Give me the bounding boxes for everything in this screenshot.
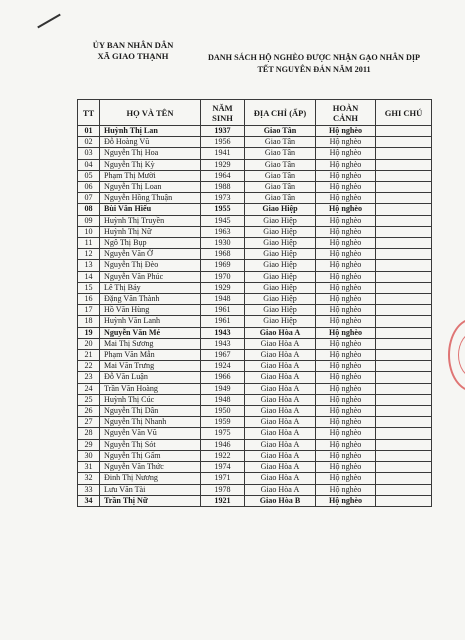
- cell-note: [376, 249, 432, 260]
- cell-note: [376, 238, 432, 249]
- cell-birth-year: 1971: [201, 473, 245, 484]
- cell-row-number: 32: [78, 473, 100, 484]
- table-row: [78, 383, 432, 394]
- cell-full-name: Phạm Thị Mười: [100, 170, 201, 181]
- table-row: [78, 338, 432, 349]
- cell-note: [376, 484, 432, 495]
- cell-hamlet-address: Giao Tân: [245, 137, 316, 148]
- cell-circumstance: Hộ nghèo: [316, 137, 376, 148]
- cell-row-number: 15: [78, 282, 100, 293]
- cell-full-name: Nguyễn Thị Nhanh: [100, 417, 201, 428]
- cell-circumstance: Hộ nghèo: [316, 126, 376, 137]
- cell-note: [376, 282, 432, 293]
- cell-full-name: Hồ Văn Hùng: [100, 305, 201, 316]
- title-line-1: DANH SÁCH HỘ NGHÈO ĐƯỢC NHẬN GẠO NHÂN DỊP: [207, 53, 421, 62]
- cell-hamlet-address: Giao Hòa B: [245, 495, 316, 506]
- cell-note: [376, 439, 432, 450]
- cell-hamlet-address: Giao Hiệp: [245, 238, 316, 249]
- cell-row-number: 10: [78, 226, 100, 237]
- cell-full-name: Nguyễn Thị Đèo: [100, 260, 201, 271]
- cell-hamlet-address: Giao Hòa A: [245, 327, 316, 338]
- issuing-organization: [74, 40, 192, 62]
- table-row: [78, 226, 432, 237]
- cell-full-name: Huỳnh Thị Nữ: [100, 226, 201, 237]
- cell-circumstance: Hộ nghèo: [316, 294, 376, 305]
- cell-birth-year: 1937: [201, 126, 245, 137]
- cell-note: [376, 372, 432, 383]
- cell-note: [376, 462, 432, 473]
- cell-row-number: 05: [78, 170, 100, 181]
- table-row: [78, 439, 432, 450]
- cell-birth-year: 1948: [201, 294, 245, 305]
- cell-full-name: Nguyễn Hồng Thuận: [100, 193, 201, 204]
- table-row: [78, 406, 432, 417]
- cell-row-number: 08: [78, 204, 100, 215]
- cell-note: [376, 361, 432, 372]
- table-body: [78, 126, 432, 507]
- cell-hamlet-address: Giao Hiệp: [245, 305, 316, 316]
- cell-full-name: Trần Thị Nữ: [100, 495, 201, 506]
- cell-full-name: Nguyễn Thị Hoa: [100, 148, 201, 159]
- cell-row-number: 09: [78, 215, 100, 226]
- cell-birth-year: 1946: [201, 439, 245, 450]
- cell-full-name: Huỳnh Thị Truyền: [100, 215, 201, 226]
- table-row: [78, 305, 432, 316]
- cell-birth-year: 1945: [201, 215, 245, 226]
- cell-circumstance: Hộ nghèo: [316, 148, 376, 159]
- cell-hamlet-address: Giao Tân: [245, 170, 316, 181]
- cell-circumstance: Hộ nghèo: [316, 316, 376, 327]
- cell-note: [376, 159, 432, 170]
- cell-birth-year: 1969: [201, 260, 245, 271]
- org-line-2: XÃ GIAO THẠNH: [97, 51, 169, 61]
- cell-note: [376, 338, 432, 349]
- cell-note: [376, 193, 432, 204]
- col-header-address: ĐỊA CHỈ (ẤP): [245, 100, 316, 126]
- cell-note: [376, 450, 432, 461]
- cell-row-number: 30: [78, 450, 100, 461]
- cell-circumstance: Hộ nghèo: [316, 394, 376, 405]
- cell-hamlet-address: Giao Hòa A: [245, 338, 316, 349]
- table-row: [78, 327, 432, 338]
- cell-birth-year: 1941: [201, 148, 245, 159]
- cell-full-name: Đỗ Văn Luận: [100, 372, 201, 383]
- cell-circumstance: Hộ nghèo: [316, 260, 376, 271]
- cell-note: [376, 294, 432, 305]
- cell-hamlet-address: Giao Hiệp: [245, 316, 316, 327]
- cell-note: [376, 350, 432, 361]
- cell-full-name: Đỗ Hoàng Vũ: [100, 137, 201, 148]
- cell-circumstance: Hộ nghèo: [316, 215, 376, 226]
- table-row: [78, 495, 432, 506]
- table-row: [78, 215, 432, 226]
- cell-birth-year: 1955: [201, 204, 245, 215]
- cell-birth-year: 1974: [201, 462, 245, 473]
- cell-row-number: 02: [78, 137, 100, 148]
- cell-hamlet-address: Giao Hòa A: [245, 428, 316, 439]
- col-header-case-line-2: CẢNH: [332, 112, 359, 123]
- table-row: [78, 238, 432, 249]
- cell-circumstance: Hộ nghèo: [316, 406, 376, 417]
- cell-row-number: 04: [78, 159, 100, 170]
- cell-full-name: Đặng Văn Thành: [100, 294, 201, 305]
- table-row: [78, 350, 432, 361]
- cell-circumstance: Hộ nghèo: [316, 249, 376, 260]
- cell-row-number: 25: [78, 394, 100, 405]
- cell-hamlet-address: Giao Hòa A: [245, 361, 316, 372]
- table-row: [78, 148, 432, 159]
- cell-circumstance: Hộ nghèo: [316, 383, 376, 394]
- cell-circumstance: Hộ nghèo: [316, 238, 376, 249]
- table-header-row: [78, 100, 432, 126]
- cell-row-number: 26: [78, 406, 100, 417]
- cell-circumstance: Hộ nghèo: [316, 372, 376, 383]
- col-header-circumstance: [316, 100, 376, 126]
- org-line-1: ỦY BAN NHÂN DÂN: [92, 40, 174, 50]
- table-row: [78, 450, 432, 461]
- cell-hamlet-address: Giao Hòa A: [245, 473, 316, 484]
- cell-full-name: Nguyễn Thị Kỳ: [100, 159, 201, 170]
- cell-birth-year: 1959: [201, 417, 245, 428]
- cell-full-name: Phạm Văn Mẫn: [100, 350, 201, 361]
- cell-birth-year: 1961: [201, 316, 245, 327]
- cell-full-name: Mai Thị Sương: [100, 338, 201, 349]
- cell-note: [376, 137, 432, 148]
- cell-note: [376, 182, 432, 193]
- cell-circumstance: Hộ nghèo: [316, 327, 376, 338]
- cell-circumstance: Hộ nghèo: [316, 428, 376, 439]
- cell-full-name: Nguyễn Thị Loan: [100, 182, 201, 193]
- cell-birth-year: 1975: [201, 428, 245, 439]
- cell-row-number: 27: [78, 417, 100, 428]
- cell-hamlet-address: Giao Tân: [245, 193, 316, 204]
- cell-full-name: Nguyễn Văn Phúc: [100, 271, 201, 282]
- cell-birth-year: 1929: [201, 282, 245, 293]
- cell-circumstance: Hộ nghèo: [316, 338, 376, 349]
- col-header-name: HỌ VÀ TÊN: [100, 100, 201, 126]
- cell-full-name: Bùi Văn Hiếu: [100, 204, 201, 215]
- cell-hamlet-address: Giao Hòa A: [245, 372, 316, 383]
- cell-row-number: 13: [78, 260, 100, 271]
- cell-hamlet-address: Giao Hòa A: [245, 383, 316, 394]
- cell-row-number: 01: [78, 126, 100, 137]
- cell-hamlet-address: Giao Hiệp: [245, 204, 316, 215]
- cell-row-number: 21: [78, 350, 100, 361]
- cell-circumstance: Hộ nghèo: [316, 473, 376, 484]
- cell-full-name: Đinh Thị Nương: [100, 473, 201, 484]
- cell-note: [376, 327, 432, 338]
- cell-row-number: 12: [78, 249, 100, 260]
- red-seal-stamp: [448, 318, 465, 392]
- table-row: [78, 294, 432, 305]
- cell-circumstance: Hộ nghèo: [316, 350, 376, 361]
- col-header-year-line-1: NĂM: [212, 102, 233, 113]
- cell-hamlet-address: Giao Hiệp: [245, 282, 316, 293]
- cell-birth-year: 1963: [201, 226, 245, 237]
- cell-full-name: Huỳnh Thị Lan: [100, 126, 201, 137]
- cell-note: [376, 148, 432, 159]
- table-row: [78, 204, 432, 215]
- cell-circumstance: Hộ nghèo: [316, 193, 376, 204]
- cell-full-name: Nguyễn Thị Gấm: [100, 450, 201, 461]
- cell-circumstance: Hộ nghèo: [316, 204, 376, 215]
- cell-note: [376, 428, 432, 439]
- cell-note: [376, 204, 432, 215]
- cell-full-name: Nguyễn Thị Sót: [100, 439, 201, 450]
- cell-birth-year: 1970: [201, 271, 245, 282]
- cell-hamlet-address: Giao Hòa A: [245, 450, 316, 461]
- cell-row-number: 22: [78, 361, 100, 372]
- cell-circumstance: Hộ nghèo: [316, 417, 376, 428]
- cell-birth-year: 1949: [201, 383, 245, 394]
- cell-circumstance: Hộ nghèo: [316, 226, 376, 237]
- cell-note: [376, 316, 432, 327]
- cell-hamlet-address: Giao Tân: [245, 182, 316, 193]
- cell-note: [376, 394, 432, 405]
- cell-hamlet-address: Giao Hiệp: [245, 215, 316, 226]
- cell-full-name: Ngô Thị Bụp: [100, 238, 201, 249]
- cell-full-name: Nguyễn Văn Thức: [100, 462, 201, 473]
- cell-hamlet-address: Giao Hiệp: [245, 249, 316, 260]
- cell-circumstance: Hộ nghèo: [316, 282, 376, 293]
- pen-mark: [37, 14, 61, 29]
- cell-row-number: 07: [78, 193, 100, 204]
- cell-row-number: 23: [78, 372, 100, 383]
- cell-birth-year: 1967: [201, 350, 245, 361]
- cell-hamlet-address: Giao Hòa A: [245, 439, 316, 450]
- table-row: [78, 417, 432, 428]
- cell-row-number: 29: [78, 439, 100, 450]
- cell-birth-year: 1973: [201, 193, 245, 204]
- cell-birth-year: 1943: [201, 327, 245, 338]
- cell-hamlet-address: Giao Hiệp: [245, 226, 316, 237]
- cell-hamlet-address: Giao Hòa A: [245, 394, 316, 405]
- table-row: [78, 193, 432, 204]
- cell-circumstance: Hộ nghèo: [316, 439, 376, 450]
- cell-birth-year: 1988: [201, 182, 245, 193]
- cell-full-name: Nguyễn Văn Mé: [100, 327, 201, 338]
- cell-birth-year: 1950: [201, 406, 245, 417]
- document-title: [190, 52, 438, 76]
- cell-birth-year: 1968: [201, 249, 245, 260]
- cell-hamlet-address: Giao Hiệp: [245, 260, 316, 271]
- cell-note: [376, 305, 432, 316]
- cell-note: [376, 215, 432, 226]
- table-row: [78, 361, 432, 372]
- cell-full-name: Huỳnh Văn Lanh: [100, 316, 201, 327]
- cell-row-number: 24: [78, 383, 100, 394]
- cell-full-name: Nguyễn Văn Ớ: [100, 249, 201, 260]
- table-row: [78, 260, 432, 271]
- cell-note: [376, 406, 432, 417]
- cell-hamlet-address: Giao Tân: [245, 159, 316, 170]
- cell-note: [376, 495, 432, 506]
- table-row: [78, 428, 432, 439]
- cell-circumstance: Hộ nghèo: [316, 159, 376, 170]
- cell-hamlet-address: Giao Hòa A: [245, 406, 316, 417]
- cell-full-name: Nguyễn Văn Vũ: [100, 428, 201, 439]
- cell-note: [376, 473, 432, 484]
- cell-hamlet-address: Giao Hòa A: [245, 484, 316, 495]
- cell-birth-year: 1930: [201, 238, 245, 249]
- cell-hamlet-address: Giao Hòa A: [245, 350, 316, 361]
- cell-circumstance: Hộ nghèo: [316, 271, 376, 282]
- cell-full-name: Nguyễn Thị Dân: [100, 406, 201, 417]
- cell-birth-year: 1924: [201, 361, 245, 372]
- cell-row-number: 03: [78, 148, 100, 159]
- cell-hamlet-address: Giao Hòa A: [245, 462, 316, 473]
- household-list-table: [77, 99, 432, 507]
- cell-note: [376, 271, 432, 282]
- cell-circumstance: Hộ nghèo: [316, 361, 376, 372]
- table-row: [78, 159, 432, 170]
- cell-full-name: Lê Thị Bảy: [100, 282, 201, 293]
- cell-birth-year: 1921: [201, 495, 245, 506]
- cell-row-number: 19: [78, 327, 100, 338]
- cell-circumstance: Hộ nghèo: [316, 182, 376, 193]
- cell-note: [376, 417, 432, 428]
- table-row: [78, 372, 432, 383]
- cell-circumstance: Hộ nghèo: [316, 450, 376, 461]
- cell-row-number: 34: [78, 495, 100, 506]
- cell-row-number: 20: [78, 338, 100, 349]
- table-row: [78, 473, 432, 484]
- cell-row-number: 18: [78, 316, 100, 327]
- cell-hamlet-address: Giao Tân: [245, 148, 316, 159]
- col-header-tt: TT: [78, 100, 100, 126]
- cell-note: [376, 383, 432, 394]
- table-row: [78, 137, 432, 148]
- table-row: [78, 484, 432, 495]
- cell-birth-year: 1948: [201, 394, 245, 405]
- cell-hamlet-address: Giao Hòa A: [245, 417, 316, 428]
- cell-row-number: 28: [78, 428, 100, 439]
- col-header-year-line-2: SINH: [212, 112, 233, 123]
- table-row: [78, 282, 432, 293]
- cell-note: [376, 260, 432, 271]
- cell-birth-year: 1956: [201, 137, 245, 148]
- table-row: [78, 182, 432, 193]
- cell-row-number: 11: [78, 238, 100, 249]
- cell-hamlet-address: Giao Tân: [245, 126, 316, 137]
- cell-full-name: Mai Văn Trưng: [100, 361, 201, 372]
- cell-circumstance: Hộ nghèo: [316, 305, 376, 316]
- cell-row-number: 16: [78, 294, 100, 305]
- cell-note: [376, 170, 432, 181]
- table-row: [78, 249, 432, 260]
- cell-birth-year: 1961: [201, 305, 245, 316]
- cell-row-number: 33: [78, 484, 100, 495]
- cell-row-number: 31: [78, 462, 100, 473]
- cell-circumstance: Hộ nghèo: [316, 170, 376, 181]
- table-row: [78, 126, 432, 137]
- col-header-year: [201, 100, 245, 126]
- cell-full-name: Trần Văn Hoàng: [100, 383, 201, 394]
- title-line-2: TẾT NGUYÊN ĐÁN NĂM 2011: [257, 65, 371, 74]
- cell-birth-year: 1922: [201, 450, 245, 461]
- cell-circumstance: Hộ nghèo: [316, 495, 376, 506]
- cell-row-number: 14: [78, 271, 100, 282]
- cell-circumstance: Hộ nghèo: [316, 484, 376, 495]
- cell-circumstance: Hộ nghèo: [316, 462, 376, 473]
- table-row: [78, 316, 432, 327]
- cell-row-number: 06: [78, 182, 100, 193]
- table-row: [78, 170, 432, 181]
- col-header-note: GHI CHÚ: [376, 100, 432, 126]
- cell-birth-year: 1943: [201, 338, 245, 349]
- cell-full-name: Lưu Văn Tài: [100, 484, 201, 495]
- cell-hamlet-address: Giao Hiệp: [245, 271, 316, 282]
- cell-row-number: 17: [78, 305, 100, 316]
- table-row: [78, 462, 432, 473]
- cell-note: [376, 226, 432, 237]
- cell-birth-year: 1978: [201, 484, 245, 495]
- table-row: [78, 271, 432, 282]
- table-row: [78, 394, 432, 405]
- cell-birth-year: 1929: [201, 159, 245, 170]
- cell-birth-year: 1964: [201, 170, 245, 181]
- cell-note: [376, 126, 432, 137]
- cell-birth-year: 1966: [201, 372, 245, 383]
- cell-full-name: Huỳnh Thị Cúc: [100, 394, 201, 405]
- cell-hamlet-address: Giao Hiệp: [245, 294, 316, 305]
- col-header-case-line-1: HOÀN: [332, 102, 359, 113]
